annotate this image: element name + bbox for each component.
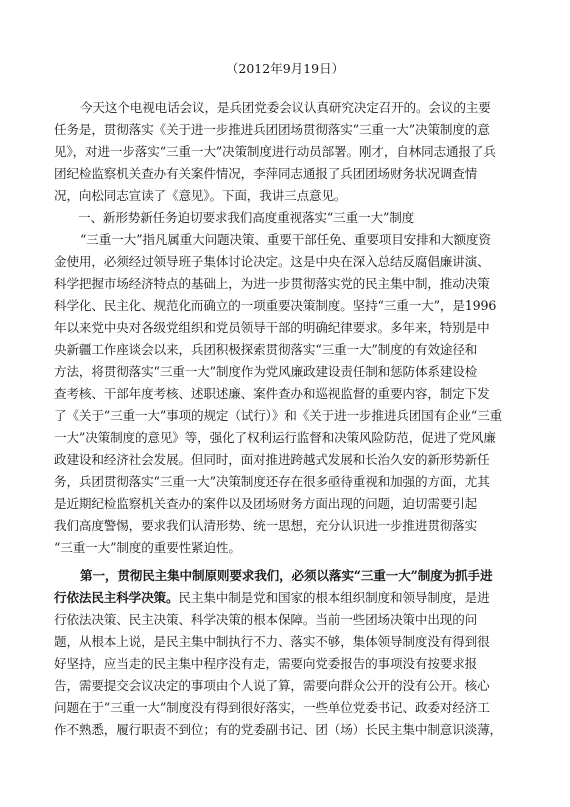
paragraph-line: 查考核、干部年度考核、述职述廉、案件查办和巡视监督的重要内容，制定下发	[54, 386, 490, 401]
paragraph-line: 我们高度警惕，要求我们认清形势、统一思想，充分认识进一步推进贯彻落实	[54, 518, 478, 533]
paragraph-line: 问题在于“三重一大”制度没有得到很好落实，一些单位党委书记、政委对经济工	[54, 700, 490, 715]
subsection-heading: 第一，贯彻民主集中制原则要求我们，必须以落实“三重一大”制度为抓手进	[80, 568, 493, 583]
paragraph-line: 题，从根本上说，是民主集中制执行不力、落实不够，集体领导制度没有得到很	[54, 634, 490, 649]
paragraph-line: 了《关于“三重一大”事项的规定（试行）》和《关于进一步推进兵团国有企业“三重	[54, 408, 503, 423]
paragraph-line: 一大”决策制度的意见》等，强化了权利运行监督和决策风险防范，促进了党风廉	[54, 430, 496, 445]
paragraph-line: 今天这个电视电话会议，是兵团党委会议认真研究决定召开的。会议的主要	[80, 100, 491, 115]
paragraph-line: 方法，将贯彻落实“三重一大”制度作为党风廉政建设责任制和惩防体系建设检	[54, 364, 478, 379]
subsection-heading-end: 行依法民主科学决策。	[54, 590, 179, 605]
paragraph-line: “三重一大”制度的重要性紧迫性。	[54, 540, 241, 555]
paragraph-line: 年以来党中央对各级党组织和党员领导干部的明确纪律要求。多年来，特别是中	[54, 320, 490, 335]
paragraph-line: 政建设和经济社会发展。但同时，面对推进跨越式发展和长治久安的新形势新任	[54, 452, 490, 467]
paragraph-line: 作不熟悉，履行职责不到位；有的党委副书记、团（场）长民主集中制意识淡薄，	[54, 722, 502, 737]
paragraph-line: 任务是，贯彻落实《关于进一步推进兵团团场贯彻落实“三重一大”决策制度的意	[54, 122, 490, 137]
paragraph-line-mixed	[54, 590, 515, 606]
paragraph-line: “三重一大”指凡属重大问题决策、重要干部任免、重要项目安排和大额度资	[80, 232, 491, 247]
paragraph-line: 是近期纪检监察机关查办的案件以及团场财务方面出现的问题，迫切需要引起	[54, 496, 478, 511]
paragraph-line: 行依法决策、民主决策、科学决策的根本保障。当前一些团场决策中出现的问	[54, 612, 478, 627]
paragraph-line: 金使用，必须经过领导班子集体讨论决定。这是中央在深入总结反腐倡廉讲演、	[54, 254, 490, 269]
paragraph-line: 好坚持，应当走的民主集中程序没有走，需要向党委报告的事项没有按要求报	[54, 656, 478, 671]
section-heading: 一、新形势新任务迫切要求我们高度重视落实“三重一大”制度	[78, 210, 415, 225]
paragraph-line: 团纪检监察机关查办有关案件情况，李萍同志通报了兵团团场财务状况调查情	[54, 166, 478, 181]
paragraph-text: 民主集中制是党和国家的根本组织制度和领导制度，是进	[178, 590, 490, 605]
paragraph-line: 告，需要提交会议决定的事项由个人说了算，需要向群众公开的没有公开。核心	[54, 678, 490, 693]
speech-date: （2012年9月19日）	[225, 61, 345, 76]
paragraph-line: 务，兵团贯彻落实“三重一大”决策制度还存在很多亟待重视和加强的方面，尤其	[54, 474, 490, 489]
paragraph-line: 况，向松同志宣读了《意见》。下面，我讲三点意见。	[54, 188, 347, 203]
paragraph-line: 科学化、民主化、规范化而确立的一项重要决策制度。坚持“三重一大”，是1996	[54, 298, 497, 313]
paragraph-line: 见》，对进一步落实“三重一大”决策制度进行动员部署。刚才，自林同志通报了兵	[54, 144, 496, 159]
paragraph-line: 科学把握市场经济特点的基础上，为进一步贯彻落实党的民主集中制，推动决策	[54, 276, 490, 291]
paragraph-line: 央新疆工作座谈会以来，兵团积极探索贯彻落实“三重一大”制度的有效途径和	[54, 342, 478, 357]
